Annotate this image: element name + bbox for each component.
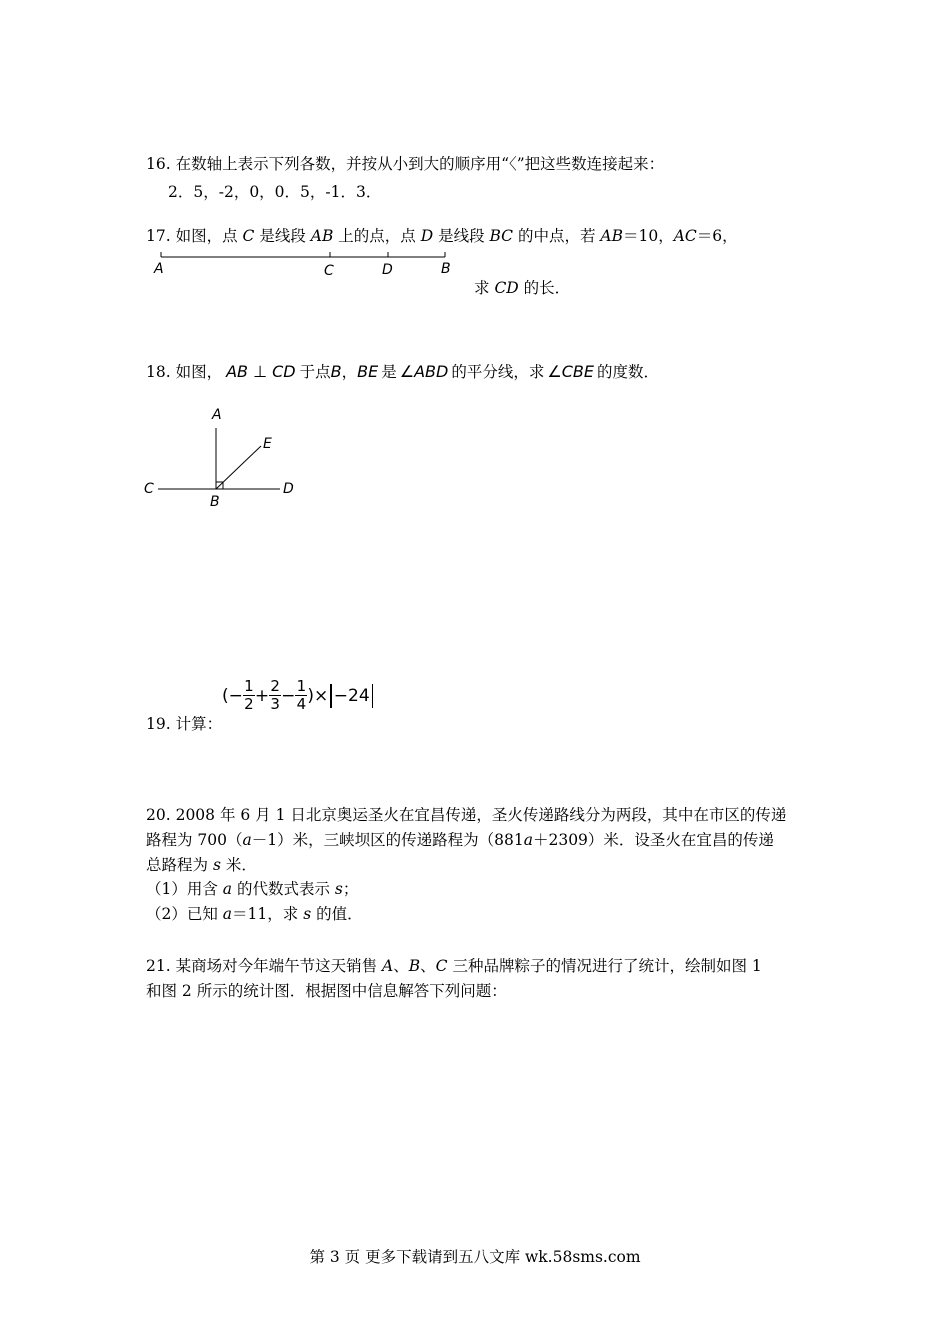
q17-text: 17. 如图，点 C 是线段 AB 上的点，点 D 是线段 BC 的中点，若 AB＝10，AC＝6， (146, 227, 738, 245)
q20-part2: （2）已知 a＝11，求 s 的值． (146, 905, 363, 923)
q21-line1: 21. 某商场对今年端午节这天销售 A、B、C 三种品牌粽子的情况进行了统计，绘制如图 1 (146, 957, 762, 975)
q17-label-c: C (324, 263, 334, 279)
q17-label-d: D (382, 262, 393, 278)
q18-label-e: E (263, 436, 272, 452)
q16-numbers: 2．5，-2，0，0．5，-1．3． (168, 183, 382, 201)
abs-bar-right (372, 684, 374, 708)
fraction-one-half: $\frac{1}{2}$ (244, 677, 254, 713)
q21-line2: 和图 2 所示的统计图．根据图中信息解答下列问题： (146, 982, 507, 1000)
q17-ask: 求 CD 的长． (474, 279, 571, 297)
q17-label-b: B (441, 261, 451, 277)
q19-expression: (− $\frac{1}{2}$ + $\frac{2}{3}$ − $\frac{1}{4}$ )× −24 (222, 678, 375, 713)
q16-line1: 16. 在数轴上表示下列各数，并按从小到大的顺序用“〈”把这些数连接起来： (146, 155, 665, 173)
q20-line3: 总路程为 s 米． (146, 856, 257, 874)
q17-label-a: A (154, 261, 164, 277)
q18-lines (0, 0, 300, 120)
q18-label-c: C (144, 481, 154, 497)
abs-bar-left (330, 684, 332, 708)
fraction-two-thirds: $\frac{2}{3}$ (270, 677, 280, 713)
q19-label: 19. 计算： (146, 715, 223, 733)
q18-label-a: A (212, 407, 222, 423)
q18-label-d: D (283, 481, 294, 497)
q18-text: 18. 如图， AB ⊥ CD 于点 B ， BE 是 ∠ABD 的平分线，求 ∠CBE 的度数． (146, 361, 659, 381)
q20-line1: 20. 2008 年 6 月 1 日北京奥运圣火在宜昌传递，圣火传递路线分为两段，其中在市区的传递 (146, 806, 787, 824)
q20-line2: 路程为 700（a－1）米，三峡坝区的传递路程为（881a＋2309）米．设圣火在宜昌的传递 (146, 831, 774, 849)
q18-label-b: B (210, 494, 220, 510)
q20-part1: （1）用含 a 的代数式表示 s； (146, 880, 359, 898)
fraction-one-quarter: $\frac{1}{4}$ (296, 677, 307, 713)
page-footer: 第 3 页 更多下载请到五八文库 wk.58sms.com (309, 1248, 641, 1266)
